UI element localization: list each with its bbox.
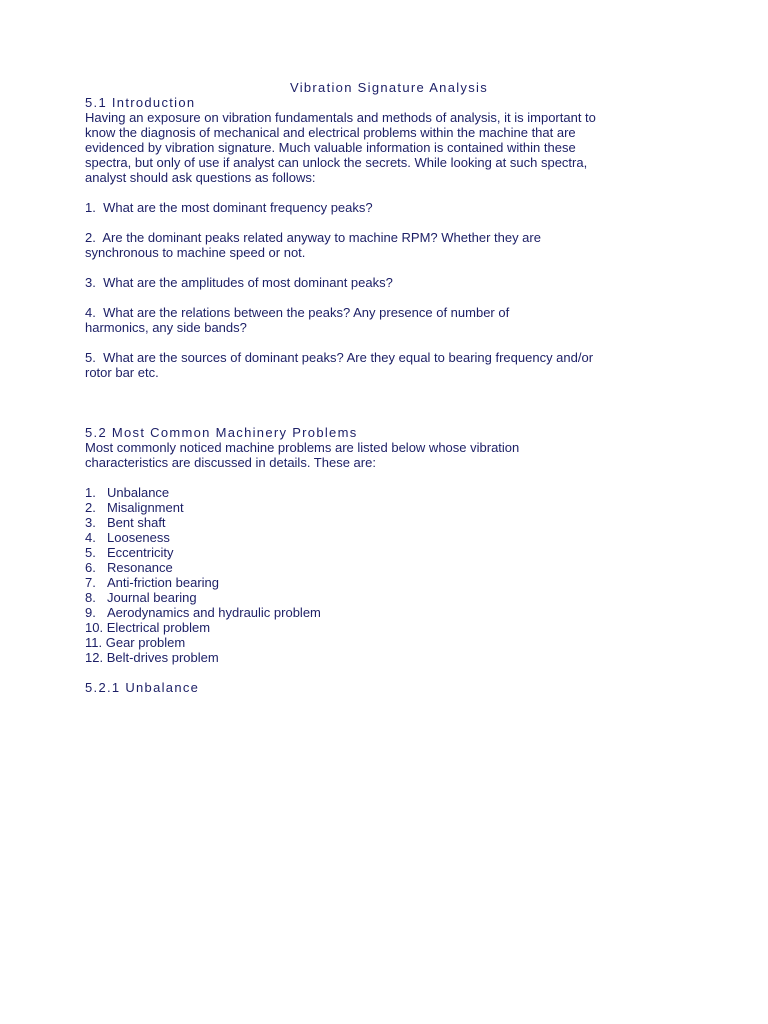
list-item-number: 3. <box>85 515 96 530</box>
paragraph-line: Having an exposure on vibration fundamentals and methods of analysis, it is important to <box>85 110 596 125</box>
list-item-label: Journal bearing <box>107 590 197 605</box>
paragraph-line: evidenced by vibration signature. Much valuable information is contained within these <box>85 140 576 155</box>
paragraph-line: characteristics are discussed in details. These are: <box>85 455 376 470</box>
list-item <box>85 635 685 650</box>
list-item <box>85 485 685 500</box>
list-item-label: Eccentricity <box>107 545 174 560</box>
section-heading-common-problems: 5.2 Most Common Machinery Problems <box>85 425 358 440</box>
list-item-label: Misalignment <box>107 500 184 515</box>
list-item <box>85 545 685 560</box>
question-text: What are the relations between the peaks? Any presence of number of <box>103 305 510 320</box>
subsection-heading-unbalance: 5.2.1 Unbalance <box>85 680 200 695</box>
list-item-label: Looseness <box>107 530 170 545</box>
question-number: 4. <box>85 305 96 320</box>
question-line <box>85 305 621 320</box>
problems-list <box>85 485 685 665</box>
question-text: What are the most dominant frequency peaks? <box>103 200 373 215</box>
question-text: What are the sources of dominant peaks? Are they equal to bearing frequency and/or <box>103 350 594 365</box>
question-line: synchronous to machine speed or not. <box>85 245 306 260</box>
question-number: 5. <box>85 350 96 365</box>
question-item <box>85 305 685 335</box>
paragraph-line: spectra, but only of use if analyst can unlock the secrets. While looking at such spectra, <box>85 155 588 170</box>
question-item <box>85 275 685 290</box>
common-problems-paragraph <box>85 440 685 470</box>
list-item-number: 9. <box>85 605 96 620</box>
question-line: rotor bar etc. <box>85 365 159 380</box>
section-spacer <box>85 380 685 425</box>
question-text: What are the amplitudes of most dominant peaks? <box>103 275 393 290</box>
question-number: 1. <box>85 200 96 215</box>
list-item <box>85 590 685 605</box>
list-item-label: Unbalance <box>107 485 170 500</box>
document-page <box>85 80 685 695</box>
question-item <box>85 350 685 380</box>
list-item-number: 4. <box>85 530 96 545</box>
list-item <box>85 620 685 635</box>
list-item <box>85 575 685 590</box>
list-item-number: 11. <box>85 635 103 650</box>
list-item <box>85 515 685 530</box>
list-item-label: Electrical problem <box>106 620 211 635</box>
paragraph-line: analyst should ask questions as follows: <box>85 170 316 185</box>
list-item-number: 5. <box>85 545 96 560</box>
list-item-number: 8. <box>85 590 96 605</box>
question-number: 3. <box>85 275 96 290</box>
list-item-label: Anti-friction bearing <box>107 575 219 590</box>
question-line <box>85 230 685 245</box>
list-item-label: Aerodynamics and hydraulic problem <box>107 605 321 620</box>
question-line <box>85 275 685 290</box>
list-item-number: 6. <box>85 560 96 575</box>
list-item-number: 7. <box>85 575 96 590</box>
list-item-label: Bent shaft <box>107 515 166 530</box>
list-item <box>85 650 685 665</box>
list-item-label: Gear problem <box>105 635 186 650</box>
question-line <box>85 200 685 215</box>
list-item-number: 10. <box>85 620 104 635</box>
question-item <box>85 200 685 215</box>
list-item <box>85 605 685 620</box>
list-item-label: Resonance <box>107 560 173 575</box>
question-line <box>85 350 685 365</box>
list-item-label: Belt-drives problem <box>106 650 219 665</box>
paragraph-line: Most commonly noticed machine problems are listed below whose vibration <box>85 440 520 455</box>
question-item <box>85 230 685 260</box>
introduction-paragraph <box>85 110 685 185</box>
list-item <box>85 560 685 575</box>
list-item <box>85 500 685 515</box>
document-title: Vibration Signature Analysis <box>289 80 489 95</box>
list-item-number: 12. <box>85 650 104 665</box>
section-heading-introduction: 5.1 Introduction <box>85 95 196 110</box>
question-text: Are the dominant peaks related anyway to machine RPM? Whether they are <box>102 230 541 245</box>
question-line: harmonics, any side bands? <box>85 320 247 335</box>
list-item-number: 2. <box>85 500 96 515</box>
list-item-number: 1. <box>85 485 96 500</box>
paragraph-line: know the diagnosis of mechanical and electrical problems within the machine that are <box>85 125 576 140</box>
list-item <box>85 530 685 545</box>
question-number: 2. <box>85 230 96 245</box>
